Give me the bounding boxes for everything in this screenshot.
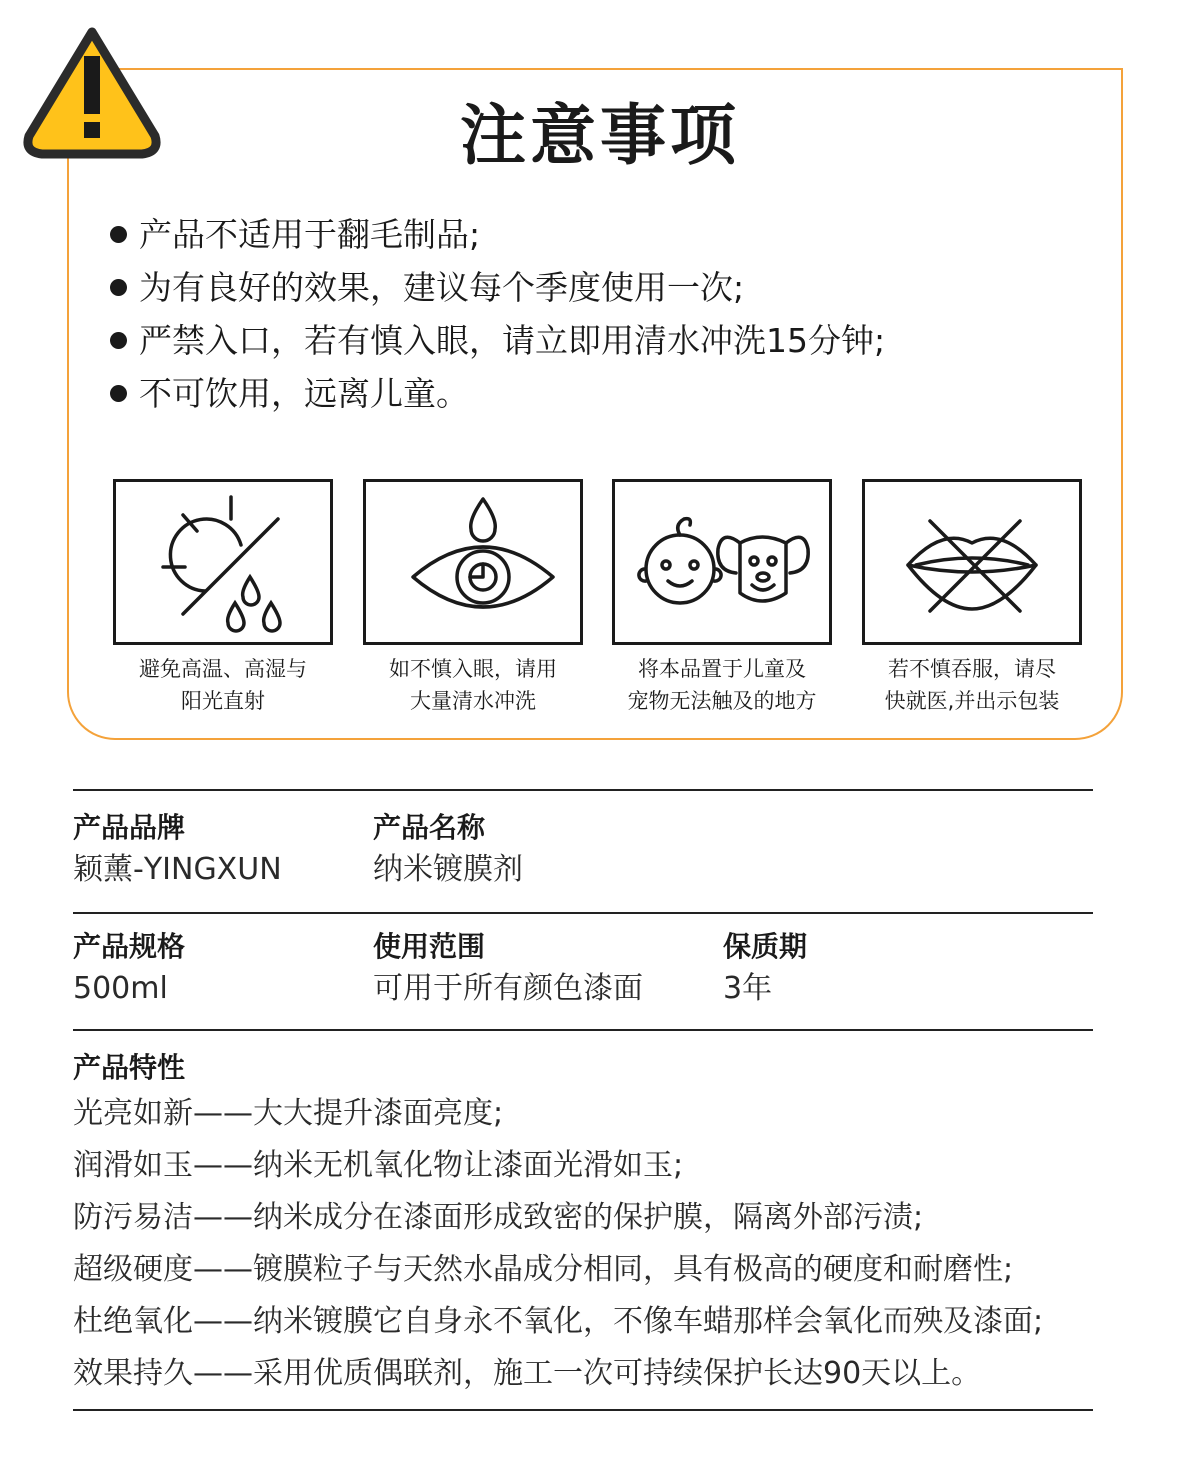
bullet-dot-icon bbox=[110, 279, 127, 296]
spec-scope bbox=[373, 927, 643, 1011]
spec-name bbox=[373, 808, 523, 892]
list-item: 防污易洁——纳米成分在漆面形成致密的保护膜，隔离外部污渍; bbox=[73, 1200, 924, 1235]
spec-brand bbox=[73, 808, 282, 892]
features-section bbox=[73, 1048, 1043, 1400]
spec-label: 保质期 bbox=[723, 930, 808, 963]
list-item: 杜绝氧化——纳米镀膜它自身永不氧化，不像车蜡那样会氧化而殃及漆面; bbox=[73, 1304, 1044, 1339]
icon-caption: 如不慎入眼，请用 大量清水冲洗 bbox=[389, 657, 557, 713]
spec-value: 纳米镀膜剂 bbox=[373, 852, 523, 887]
bullet-dot-icon bbox=[110, 226, 127, 243]
no-sun-humidity-icon bbox=[123, 487, 323, 637]
list-item: 润滑如玉——纳米无机氧化物让漆面光滑如玉; bbox=[73, 1148, 684, 1183]
list-item: 超级硬度——镀膜粒子与天然水晶成分相同，具有极高的硬度和耐磨性; bbox=[73, 1252, 1014, 1287]
icon-frame bbox=[113, 479, 333, 645]
divider bbox=[73, 1029, 1093, 1031]
icon-frame bbox=[862, 479, 1082, 645]
features-list bbox=[73, 1088, 1043, 1400]
list-item bbox=[110, 314, 885, 367]
icon-caption: 将本品置于儿童及 宠物无法触及的地方 bbox=[627, 657, 817, 713]
list-item: 光亮如新——大大提升漆面亮度; bbox=[73, 1096, 504, 1131]
spec-value: 可用于所有颜色漆面 bbox=[373, 971, 643, 1006]
spec-shelf-life bbox=[723, 927, 807, 1011]
list-item: 效果持久——采用优质偶联剂，施工一次可持续保护长达90天以上。 bbox=[73, 1356, 982, 1391]
precautions-list bbox=[110, 208, 885, 420]
safety-icon-cell bbox=[612, 479, 832, 717]
list-item bbox=[110, 367, 885, 420]
icon-caption: 若不慎吞服，请尽 快就医,并出示包装 bbox=[884, 657, 1060, 713]
note-text: 不可饮用，远离儿童。 bbox=[139, 374, 469, 413]
note-text: 为有良好的效果，建议每个季度使用一次; bbox=[139, 268, 745, 307]
icon-caption: 避免高温、高湿与 阳光直射 bbox=[139, 657, 307, 713]
eye-drop-icon bbox=[373, 487, 573, 637]
spec-value: 3年 bbox=[723, 971, 773, 1006]
icon-frame bbox=[612, 479, 832, 645]
no-mouth-icon bbox=[872, 487, 1072, 637]
page-title: 注意事项 bbox=[460, 97, 740, 174]
divider bbox=[73, 789, 1093, 791]
spec-label: 产品规格 bbox=[73, 930, 186, 963]
note-text: 产品不适用于翻毛制品; bbox=[139, 215, 481, 254]
list-item bbox=[110, 208, 885, 261]
list-item bbox=[110, 261, 885, 314]
bullet-dot-icon bbox=[110, 332, 127, 349]
spec-size bbox=[73, 927, 185, 1011]
safety-icon-cell bbox=[113, 479, 333, 717]
spec-label: 产品品牌 bbox=[73, 811, 186, 844]
note-text: 严禁入口，若有慎入眼，请立即用清水冲洗15分钟; bbox=[139, 321, 886, 360]
spec-label: 产品名称 bbox=[373, 811, 486, 844]
child-pet-icon bbox=[622, 487, 822, 637]
safety-icon-cell bbox=[862, 479, 1082, 717]
divider bbox=[73, 912, 1093, 914]
features-label: 产品特性 bbox=[73, 1051, 186, 1084]
divider bbox=[73, 1409, 1093, 1411]
spec-value: 颖薰-YINGXUN bbox=[73, 852, 282, 887]
safety-icon-cell bbox=[363, 479, 583, 717]
spec-label: 使用范围 bbox=[373, 930, 486, 963]
spec-value: 500ml bbox=[73, 971, 168, 1006]
icon-frame bbox=[363, 479, 583, 645]
bullet-dot-icon bbox=[110, 385, 127, 402]
